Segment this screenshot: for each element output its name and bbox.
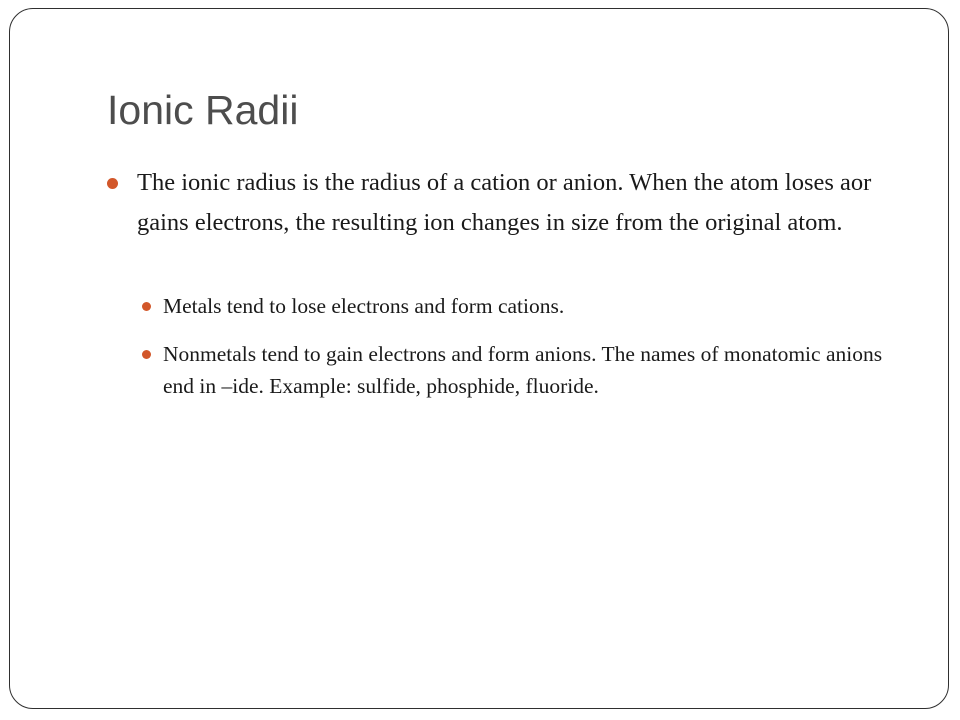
bullet-marker-icon <box>142 350 151 359</box>
bullet-text: Metals tend to lose electrons and form cations. <box>163 294 565 318</box>
bullet-marker-icon <box>142 302 151 311</box>
bullet-text: Nonmetals tend to gain electrons and form anions. The names of monatomic anions end in –ide. Example: sulfide, phosphide, fluoride. <box>163 342 883 398</box>
bullet-text: The ionic radius is the radius of a cation or anion. When the atom loses aor gains electrons, the resulting ion changes in size from the original atom. <box>137 169 872 236</box>
bullet-marker-icon <box>107 178 118 189</box>
sub-bullet-item-metals <box>163 290 903 322</box>
sub-bullet-item-nonmetals <box>163 338 903 402</box>
bullet-item-ionic-radius <box>137 163 897 243</box>
slide-title: Ionic Radii <box>107 87 299 133</box>
